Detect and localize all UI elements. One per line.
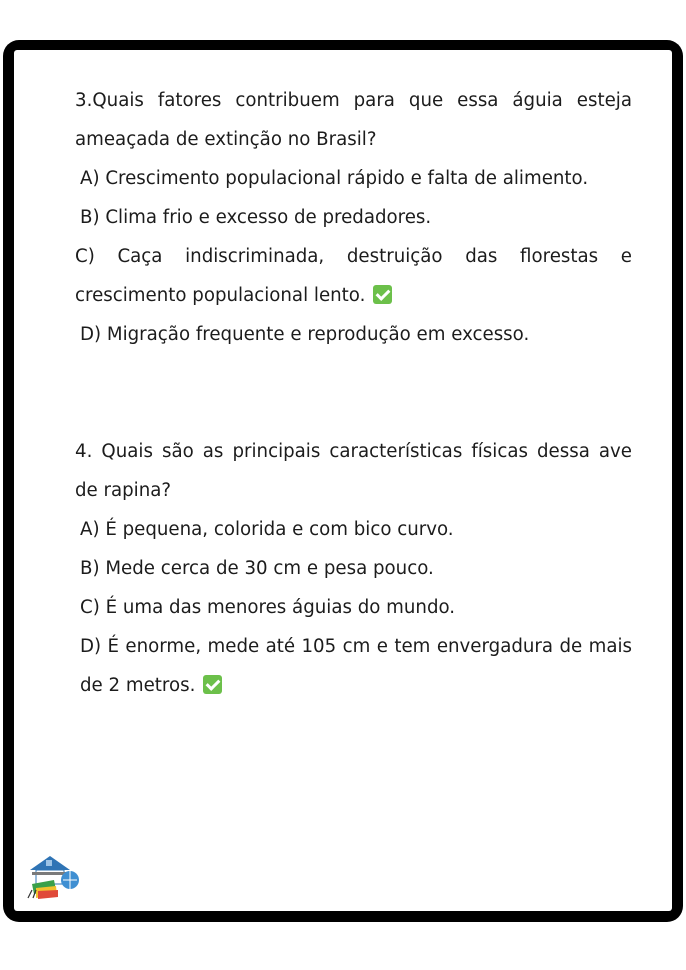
worksheet-content — [75, 81, 632, 705]
question-4-text: 4. Quais são as principais características físicas dessa ave de rapina? — [75, 441, 632, 501]
question-3-text: 3.Quais fatores contribuem para que essa águia esteja ameaçada de extinção no Brasil? — [75, 90, 632, 150]
school-logo — [26, 850, 82, 900]
question-4-option-c: C) É uma das menores águias do mundo. — [80, 597, 456, 618]
question-4 — [75, 432, 632, 705]
question-4-option-b: B) Mede cerca de 30 cm e pesa pouco. — [80, 558, 434, 579]
worksheet-page — [14, 50, 672, 911]
green-check-icon — [373, 285, 392, 304]
question-3-option-c: C) Caça indiscriminada, destruição das florestas e crescimento populacional lento. — [75, 246, 632, 306]
question-4-option-a: A) É pequena, colorida e com bico curvo. — [80, 519, 454, 540]
question-3 — [75, 81, 632, 354]
question-3-option-d: D) Migração frequente e reprodução em excesso. — [80, 324, 530, 345]
spacer — [75, 354, 632, 432]
question-4-option-d: D) É enorme, mede até 105 cm e tem envergadura de mais de 2 metros. — [80, 636, 632, 696]
question-3-option-b: B) Clima frio e excesso de predadores. — [80, 207, 432, 228]
page-frame — [3, 40, 683, 922]
question-3-option-a: A) Crescimento populacional rápido e falta de alimento. — [80, 168, 589, 189]
green-check-icon — [203, 675, 222, 694]
